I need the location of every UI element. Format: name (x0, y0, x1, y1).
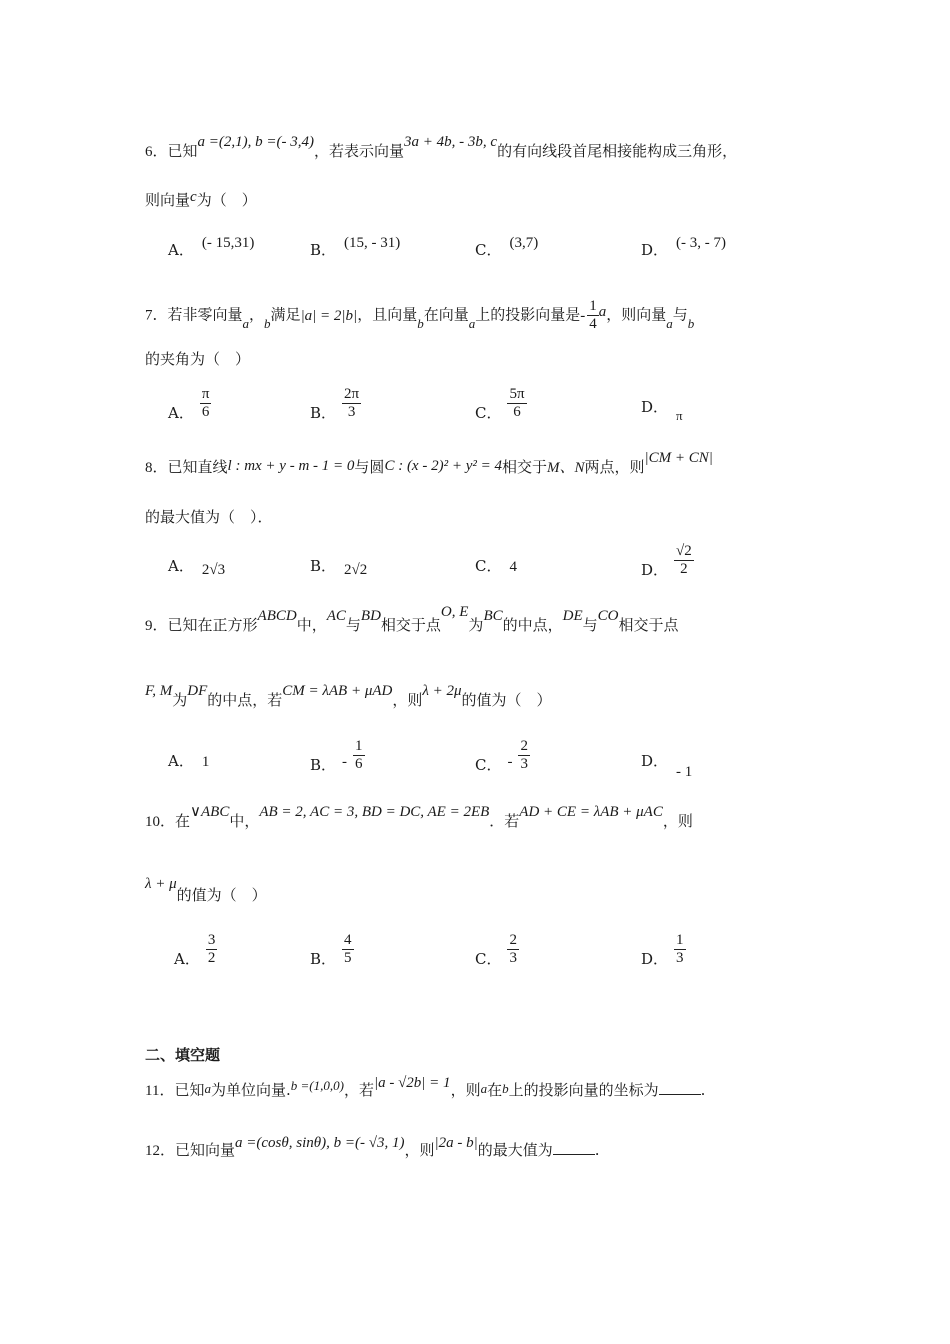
option-value: (- 3, - 7) (676, 235, 727, 251)
math-expression: a =(2,1), b =(- 3,4) (197, 134, 315, 150)
math-expression: C : (x - 2)² + y² = 4 (384, 458, 502, 474)
text: 的中点，若 (207, 691, 283, 709)
question-10-option-d[interactable] (641, 932, 686, 967)
option-label: B． (310, 949, 337, 968)
text: 的最大值为 (477, 1141, 553, 1159)
text: 已知直线 (167, 458, 228, 476)
fraction (342, 386, 361, 421)
text: 中， (229, 812, 260, 830)
text: ，则向量 (606, 305, 667, 324)
question-6-line-1 (145, 134, 738, 163)
text: 为（ ） (196, 191, 257, 209)
math-sign: - (580, 307, 586, 324)
text: 相交于点 (618, 616, 679, 634)
math-expression: DF (187, 683, 208, 699)
option-label: B． (310, 755, 337, 774)
math-expression: AB = 2, AC = 3, BD = DC, AE = 2EB (259, 804, 490, 820)
text: 为单位向量. (210, 1081, 291, 1099)
text: 上的投影向量的坐标为 (508, 1081, 659, 1099)
numerator: 2 (509, 932, 517, 948)
text: ，则 (450, 1081, 481, 1099)
text: 的值为（ ） (176, 886, 267, 904)
text: ，则 (662, 812, 693, 830)
text: 则向量 (145, 191, 191, 209)
text: 与 (582, 616, 598, 634)
math-expression: BC (483, 608, 503, 624)
text: 已知 (174, 1081, 205, 1099)
text: 在 (487, 1081, 503, 1099)
numerator: 2 (520, 738, 528, 754)
text: ，则 (404, 1141, 435, 1159)
math-expression: M、N (547, 460, 585, 476)
text: 为 (468, 616, 484, 634)
text: 与 (672, 305, 688, 324)
fraction (353, 738, 365, 773)
option-label: D． (641, 241, 669, 259)
option-label: D． (641, 752, 669, 770)
question-8-option-c[interactable] (475, 555, 517, 578)
answer-blank[interactable] (659, 1080, 701, 1095)
math-expression: CM = λAB + μAD (282, 683, 393, 699)
fraction (674, 543, 694, 578)
text: ，且向量 (357, 305, 418, 324)
denominator: 3 (509, 950, 517, 966)
fraction (206, 932, 218, 967)
fraction (674, 932, 686, 967)
question-6-line-2 (145, 189, 257, 212)
math-expression: b (417, 315, 424, 331)
text: ， (249, 305, 265, 324)
math-expression: a (480, 1081, 488, 1096)
question-number: 10． (145, 814, 176, 830)
question-number: 7． (145, 307, 168, 324)
text: 的有向线段首尾相接能构成三角形， (497, 142, 738, 160)
question-7-option-d[interactable] (641, 396, 683, 423)
question-number: 8． (145, 460, 168, 476)
math-expression: a (242, 315, 250, 331)
math-expression: |a| = 2|b| (300, 307, 358, 324)
text: 已知向量 (175, 1141, 236, 1159)
math-expression: |a - √2b| = 1 (373, 1075, 451, 1091)
numerator: √2 (676, 543, 692, 559)
option-label: C． (475, 557, 502, 575)
denominator: 2 (207, 950, 216, 966)
option-value: 4 (509, 559, 517, 575)
math-expression: b (264, 315, 271, 331)
fraction (507, 386, 526, 421)
option-label: D． (641, 949, 669, 968)
question-number: 12． (145, 1143, 176, 1159)
denominator: 3 (520, 756, 528, 772)
text: 在 (175, 812, 191, 830)
text: 满足 (270, 305, 301, 324)
math-expression: a (666, 315, 673, 331)
question-8-line-1 (145, 450, 713, 479)
math-expression: BD (360, 608, 381, 624)
denominator: 3 (347, 404, 356, 420)
numerator: 1 (676, 932, 684, 948)
option-label: C． (475, 403, 502, 422)
option-value: 2√3 (201, 562, 226, 578)
numerator: 1 (589, 298, 597, 314)
question-12-line-1 (145, 1135, 600, 1162)
fraction (507, 932, 519, 967)
question-10-option-c[interactable] (475, 932, 519, 967)
question-10-option-a[interactable] (174, 932, 217, 967)
fraction (342, 932, 354, 967)
question-8-option-d[interactable] (641, 543, 694, 578)
option-label: C． (475, 949, 502, 968)
math-expression: l : mx + y - m - 1 = 0 (227, 458, 355, 474)
question-7-line-1 (145, 298, 694, 333)
section-heading: 二、填空题 (145, 1046, 221, 1064)
math-expression: c (190, 189, 197, 205)
question-6-option-b[interactable] (310, 235, 401, 262)
math-expression: a (468, 315, 476, 331)
denominator: 6 (355, 756, 363, 772)
fraction (587, 298, 599, 333)
option-label: A． (168, 241, 194, 259)
math-expression: F, M (145, 683, 173, 699)
text: 已知在正方形 (167, 616, 258, 634)
question-7-option-c[interactable] (475, 386, 527, 421)
option-label: A． (168, 557, 194, 575)
denominator: 6 (201, 404, 210, 420)
question-9-option-c[interactable] (475, 738, 530, 773)
numerator: 3 (207, 932, 216, 948)
math-expression: O, E (440, 604, 469, 620)
text: 若非零向量 (167, 305, 243, 324)
question-9-option-d[interactable] (641, 750, 693, 780)
math-expression: ∨ABC (190, 804, 230, 820)
math-expression: ABCD (257, 608, 297, 624)
denominator: 4 (589, 316, 597, 332)
text: ．若 (489, 812, 520, 830)
question-6-option-a[interactable] (168, 235, 255, 262)
question-10-option-b[interactable] (310, 932, 354, 967)
question-8-option-a[interactable] (168, 555, 225, 578)
numerator: 4 (344, 932, 352, 948)
option-value: π (676, 408, 683, 423)
answer-blank[interactable] (553, 1140, 595, 1155)
numerator: π (201, 386, 210, 402)
math-expression: AC (326, 608, 346, 624)
math-expression: AD + CE = λAB + μAC (519, 804, 663, 820)
question-10-line-1 (145, 804, 693, 833)
question-9-line-2 (145, 683, 552, 712)
option-label: A． (168, 403, 194, 422)
question-8-line-2 (145, 506, 273, 528)
question-7-option-b[interactable] (310, 386, 361, 421)
math-expression: a (598, 303, 607, 320)
option-value: (3,7) (509, 235, 539, 251)
option-value: 2√2 (344, 562, 368, 578)
question-6-option-c[interactable] (475, 235, 539, 262)
question-9-option-b[interactable] (310, 738, 365, 773)
question-11-line-1 (145, 1075, 706, 1102)
option-label: D． (641, 398, 669, 416)
text: 与圆 (354, 458, 385, 476)
text: 相交于点 (380, 616, 441, 634)
text: 已知 (167, 142, 198, 160)
numerator: 1 (355, 738, 363, 754)
text: 上的投影向量是 (475, 305, 581, 324)
math-expression: |CM + CN| (644, 450, 713, 466)
option-value: 1 (201, 754, 210, 770)
text: ，若表示向量 (314, 142, 405, 160)
question-9-option-a[interactable] (168, 750, 209, 773)
math-expression: a (204, 1081, 211, 1096)
math-expression: CO (597, 608, 619, 624)
option-value: (- 15,31) (201, 235, 255, 251)
option-label: D． (641, 560, 669, 579)
option-label: A． (168, 752, 194, 770)
text: . (700, 1081, 706, 1099)
question-number: 11． (145, 1083, 175, 1099)
math-expression: a =(cosθ, sinθ), b =(- √3, 1) (235, 1135, 405, 1151)
math-expression: b (687, 315, 695, 331)
option-label: B． (310, 241, 337, 259)
text: 为 (172, 691, 188, 709)
option-label: A． (174, 949, 200, 968)
math-sign: - (342, 753, 348, 770)
text: ，则 (392, 691, 423, 709)
text: 在向量 (423, 305, 469, 324)
math-expression: λ + 2μ (422, 683, 462, 699)
option-label: B． (310, 403, 337, 422)
numerator: 2π (344, 386, 360, 402)
text: 与 (345, 616, 361, 634)
text: 的中点， (502, 616, 563, 634)
math-expression: |2a - b| (434, 1135, 478, 1151)
fraction (200, 386, 212, 421)
text: ，若 (343, 1081, 374, 1099)
question-9-line-1 (145, 604, 679, 637)
text: 的最大值为（ ）． (145, 508, 273, 526)
question-7-line-2 (145, 348, 250, 370)
question-8-option-b[interactable] (310, 555, 367, 578)
question-number: 9． (145, 618, 168, 634)
question-number: 6． (145, 144, 168, 160)
denominator: 3 (676, 950, 684, 966)
option-value: (15, - 31) (344, 235, 401, 251)
text: . (594, 1141, 600, 1159)
math-expression: 3a + 4b, - 3b, c (404, 134, 498, 150)
question-7-option-a[interactable] (168, 386, 211, 421)
option-label: C． (475, 755, 502, 774)
math-expression: b (502, 1081, 509, 1096)
math-expression: b =(1,0,0) (290, 1078, 344, 1093)
denominator: 6 (513, 404, 521, 420)
numerator: 5π (509, 386, 525, 402)
text: 的值为（ ） (461, 691, 552, 709)
question-10-line-2 (145, 876, 267, 907)
math-expression: DE (562, 608, 583, 624)
text: 相交于 (501, 458, 547, 476)
text: 中， (296, 616, 327, 634)
option-label: C． (475, 241, 502, 259)
text: 两点，则 (584, 458, 645, 476)
text: 的夹角为（ ） (145, 350, 251, 368)
fraction (518, 738, 530, 773)
option-label: B． (310, 557, 337, 575)
option-value: - 1 (676, 764, 693, 780)
question-6-option-d[interactable] (641, 235, 727, 262)
math-sign: - (507, 753, 513, 770)
denominator: 5 (344, 950, 352, 966)
denominator: 2 (680, 561, 688, 577)
math-expression: λ + μ (145, 876, 177, 892)
